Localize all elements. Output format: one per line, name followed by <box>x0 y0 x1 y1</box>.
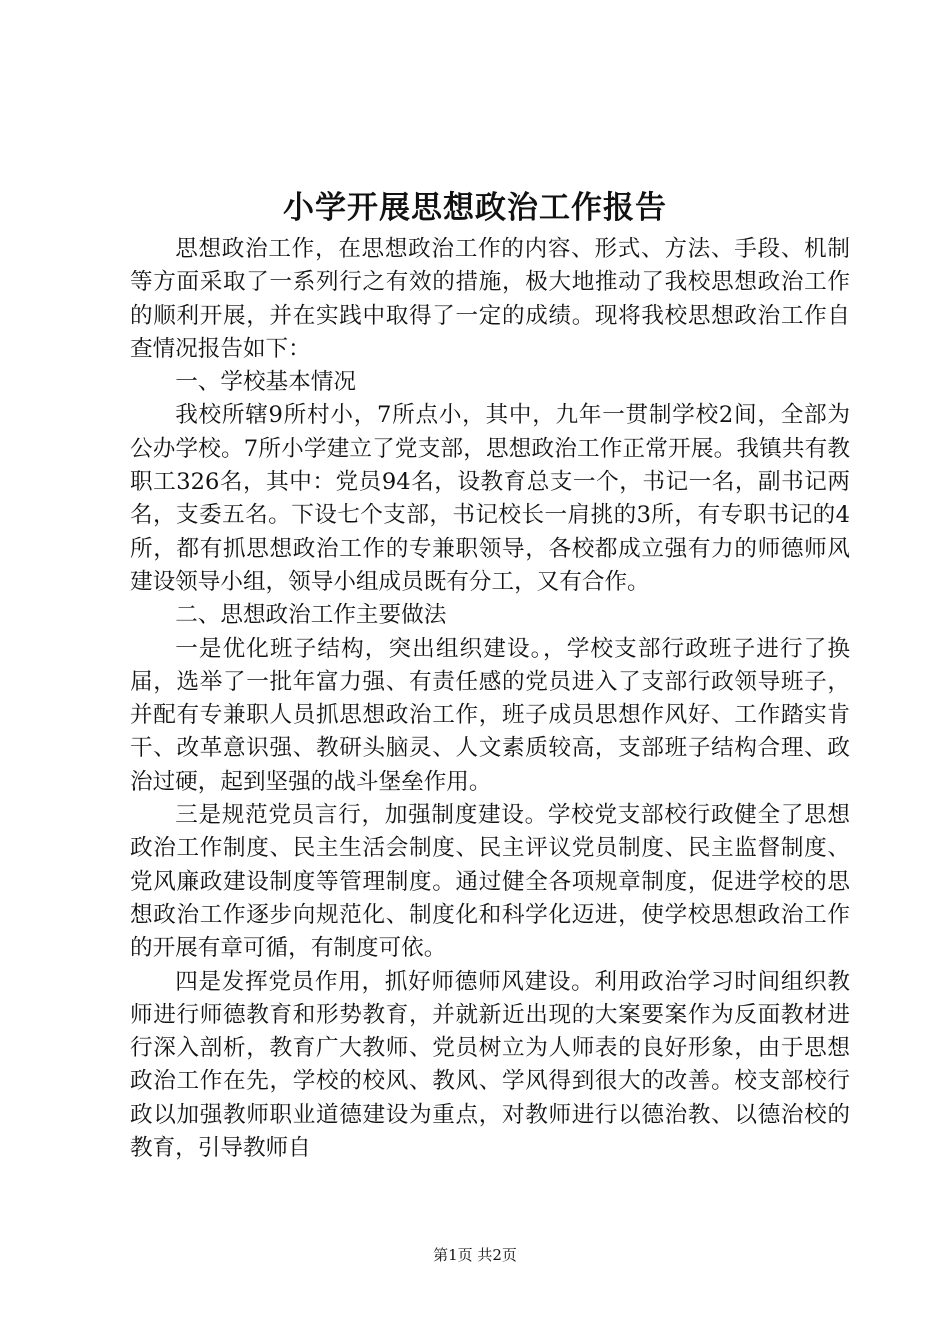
document-title: 小学开展思想政治工作报告 <box>283 190 667 226</box>
heading-main-practices: 二、思想政治工作主要做法 <box>175 602 447 629</box>
paragraph-practice-one: 一是优化班子结构，突出组织建设。，学校支部行政班子进行了换届，选举了一批年富力强、有责任感的党员进入了支部行政领导班子，并配有专兼职人员抓思想政治工作，班子成员思想作风好、工作踏实肯干、改革意识强、教研头脑灵、人文素质较高，支部班子结构合理、政治过硬，起到坚强的战斗堡垒作用。 <box>130 635 850 795</box>
paragraph-intro: 思想政治工作，在思想政治工作的内容、形式、方法、手段、机制等方面采取了一系列行之有效的措施，极大地推动了我校思想政治工作的顺利开展，并在实践中取得了一定的成绩。现将我校思想政治工作自查情况报告如下： <box>130 236 850 362</box>
paragraph-practice-four: 四是发挥党员作用，抓好师德师风建设。利用政治学习时间组织教师进行师德教育和形势教育，并就新近出现的大案要案作为反面教材进行深入剖析，教育广大教师、党员树立为人师表的良好形象，由于思想政治工作在先，学校的校风、教风、学风得到很大的改善。校支部校行政以加强教师职业道德建设为重点，对教师进行以德治教、以德治校的教育，引导教师自 <box>130 968 850 1162</box>
paragraph-school-basic-info: 我校所辖9所村小，7所点小，其中，九年一贯制学校2间，全部为公办学校。7所小学建立了党支部，思想政治工作正常开展。我镇共有教职工326名，其中：党员94名，设教育总支一个，书记一名，副书记两名，支委五名。下设七个支部，书记校长一肩挑的3所，有专职书记的4所，都有抓思想政治工作的专兼职领导，各校都成立强有力的师德师风建设领导小组，领导小组成员既有分工，又有合作。 <box>130 402 850 595</box>
heading-school-basic-info: 一、学校基本情况 <box>175 369 356 396</box>
paragraph-practice-three: 三是规范党员言行，加强制度建设。学校党支部校行政健全了思想政治工作制度、民主生活会制度、民主评议党员制度、民主监督制度、党风廉政建设制度等管理制度。通过健全各项规章制度，促进学校的思想政治工作逐步向规范化、制度化和科学化迈进，使学校思想政治工作的开展有章可循，有制度可依。 <box>130 802 850 962</box>
page-footer: 第1页 共2页 <box>433 1246 517 1264</box>
document-body <box>130 233 850 1165</box>
